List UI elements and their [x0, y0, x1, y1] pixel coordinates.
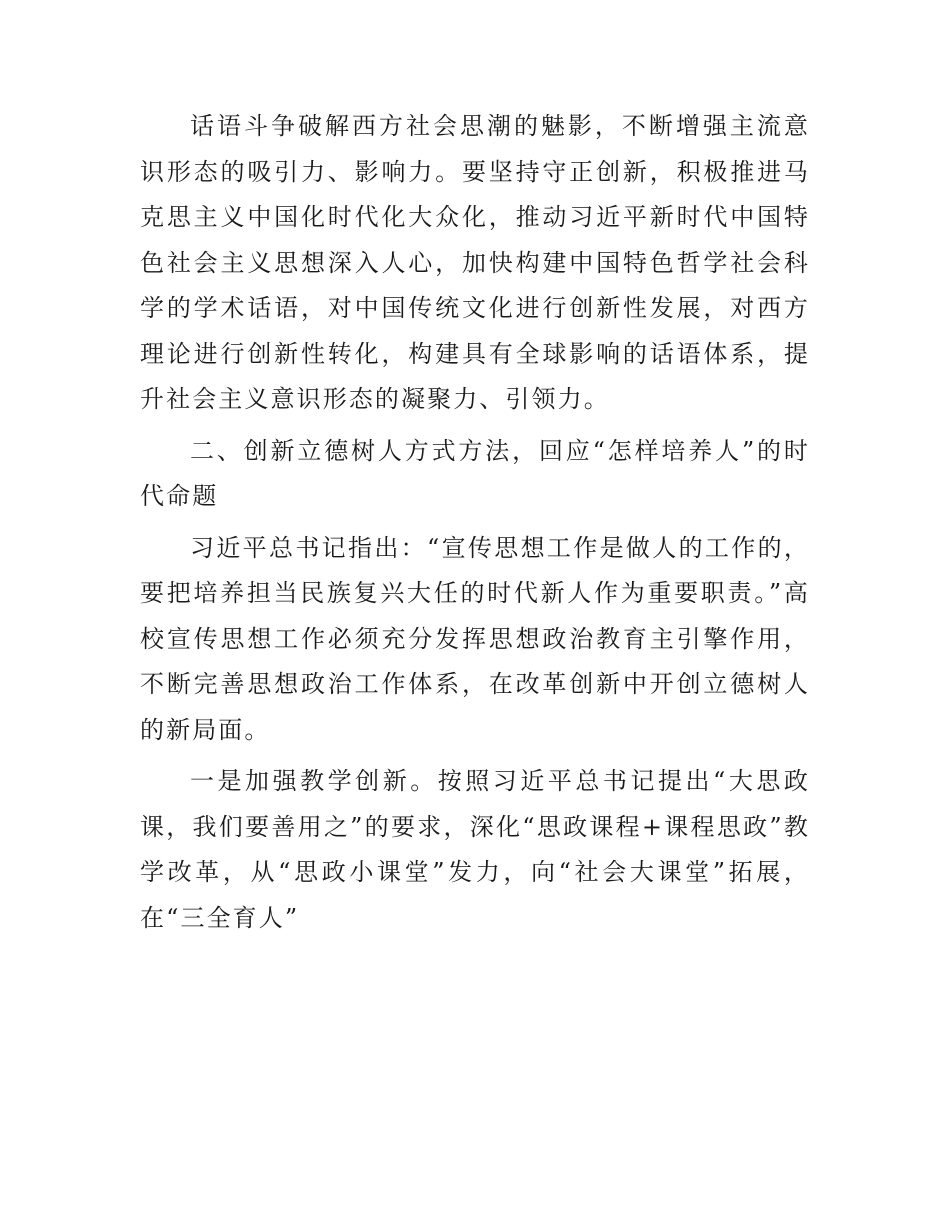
body-paragraph: 话语斗争破解西方社会思潮的魅影，不断增强主流意识形态的吸引力、影响力。要坚持守正创新，积极推进马克思主义中国化时代化大众化，推动习近平新时代中国特色社会主义思想深入人心，加快构建中国特色哲学社会科学的学术话语，对中国传统文化进行创新性发展，对西方理论进行创新性转化，构建具有全球影响的话语体系，提升社会主义意识形态的凝聚力、引领力。 — [140, 112, 810, 413]
document-body — [140, 104, 810, 941]
body-paragraph: 一是加强教学创新。按照习近平总书记提出“大思政课，我们要善用之”的要求，深化“思政课程+课程思政”教学改革，从“思政小课堂”发力，向“社会大课堂”拓展，在“三全育人” — [140, 767, 810, 932]
body-paragraph: 习近平总书记指出：“宣传思想工作是做人的工作的，要把培养担当民族复兴大任的时代新人作为重要职责。”高校宣传思想工作必须充分发挥思想政治教育主引擎作用，不断完善思想政治工作体系，在改革创新中开创立德树人的新局面。 — [140, 533, 810, 744]
section-heading: 二、创新立德树人方式方法，回应“怎样培养人”的时代命题 — [140, 436, 810, 510]
